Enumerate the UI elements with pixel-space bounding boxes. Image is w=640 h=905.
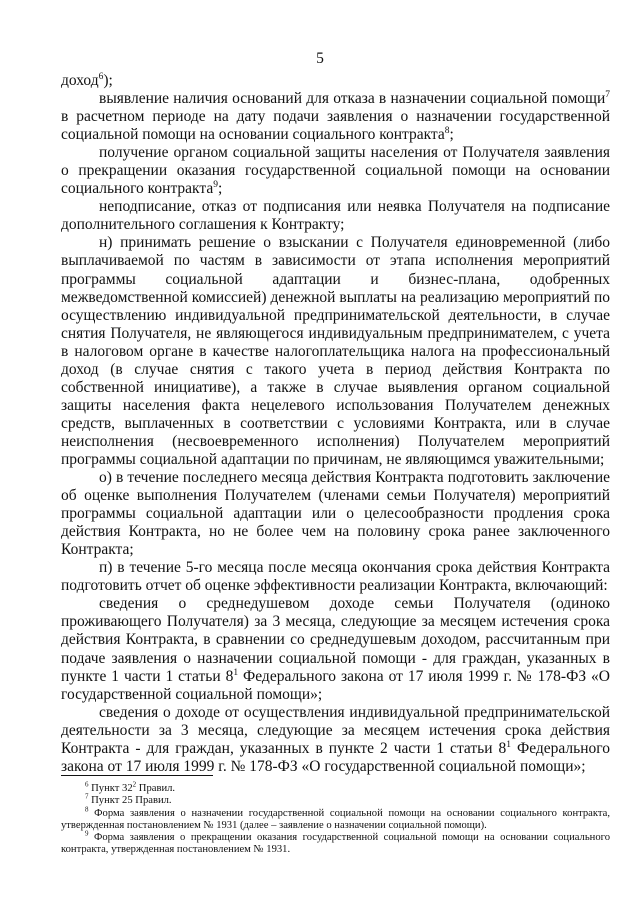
text-run: неподписание, отказ от подписания или неявка Получателя на подписание дополнительного соглашения к Контракту;	[61, 198, 610, 234]
paragraph-p0	[61, 72, 610, 90]
footnote-ref: 9	[85, 829, 89, 838]
paragraph-p1	[61, 90, 610, 144]
paragraph-p6	[61, 559, 610, 595]
footnote-separator	[61, 775, 213, 776]
text-run: выявление наличия оснований для отказа в назначении социальной помощи	[99, 90, 606, 108]
text-run: Форма заявления о назначении государственной социальной помощи на основании социального контракта, утвержденная постановлением № 1931 (далее – заявление о назначении социальной помощи).	[61, 807, 610, 831]
text-run: Пункт 25 Правил.	[88, 795, 172, 807]
footnote-ref: 7	[85, 792, 89, 801]
footnote-ref: 6	[85, 780, 89, 789]
footnotes	[61, 780, 610, 857]
text-run: Федерального закона от 17 июля 1999 г. № 178-ФЗ «О государственной социальной помощи»;	[61, 739, 610, 775]
footnote-fn8	[61, 805, 610, 833]
footnote-ref: 1	[506, 739, 511, 750]
text-run: сведения о доходе от осуществления индивидуальной предпринимательской деятельности за 3 месяца, следующие за месяцем истечения срока действия Контракта - для граждан, указанных в пункте 2 части 1 статьи 8	[61, 703, 610, 757]
paragraph-p5	[61, 469, 610, 559]
footnote-fn6	[61, 780, 610, 795]
text-run: ;	[217, 180, 223, 198]
footnote-fn9	[61, 829, 610, 857]
text-run: );	[103, 72, 113, 89]
footnote-ref: 6	[98, 71, 104, 82]
page-number: 5	[316, 50, 324, 67]
text-run: в расчетном периоде на дату подачи заявления о назначении государственной социальной помощи на основании социального контракта	[61, 108, 610, 144]
paragraph-p7	[61, 595, 610, 703]
text-run: доход	[61, 72, 99, 89]
footnote-ref: 7	[605, 89, 610, 100]
paragraph-p4	[61, 234, 610, 469]
text-run: Правил.	[136, 783, 176, 794]
footnote-ref: 8	[85, 805, 89, 814]
text-run: ;	[449, 126, 454, 144]
text-run: н) принимать решение о взыскании с Получателя единовременной (либо выплачиваемой по частям в зависимости от этапа исполнения мероприятий программы социальной адаптации и бизнес-плана, одобренных межведомственной комиссией) денежной выплаты на реализацию мероприятий по осуществлению индивидуальной предпринимательской деятельности, в случае снятия Получателя, не являющегося индивидуальным предпринимателем, с учета в налоговом органе в качестве налогоплательщика налога на профессиональный доход (в случае снятия с такого учета в период действия Контракта по собственной инициативе), а также в случае выявления органом социальной защиты населения факта нецелевого использования Получателем денежных средств, выплаченных в соответствии с условиями Контракта, или в случае неисполнения (несвоевременного исполнения) Получателем мероприятий программы социальной адаптации по причинам, не являющимся уважительными;	[61, 234, 610, 468]
footnote-ref: 8	[444, 125, 450, 136]
footnote-ref: 1	[233, 667, 239, 678]
text-run: сведения о среднедушевом доходе семьи Получателя (одиноко проживающего Получателя) за 3 месяца, следующие за месяцем истечения срока действия Контракта, в сравнении со среднедушевым доходом, рассчитанным при подаче заявления о назначении социальной помощи - для граждан, указанных в пункте 1 части 1 статьи 8	[61, 595, 610, 685]
text-run: Форма заявления о прекращении оказания государственной социальной помощи на основании социального контракта, утвержденная постановлением № 1931.	[61, 832, 610, 856]
text-run: о) в течение последнего месяца действия Контракта подготовить заключение об оценке выполнения Получателем (членами семьи Получателя) мероприятий программы социальной адаптации или о целесообразности продления срока действия Контракта, но не более чем на половину срока ранее заключенного Контракта;	[61, 469, 610, 559]
paragraph-p8	[61, 704, 610, 776]
text-run: п) в течение 5-го месяца после месяца окончания срока действия Контракта подготовить отчет об оценке эффективности реализации Контракта, включающий:	[61, 559, 610, 595]
footnote-ref: 9	[213, 180, 218, 191]
footnote-fn7	[61, 792, 610, 807]
text-run: Федерального закона от 17 июля 1999 г. № 178-ФЗ «О государственной социальной помощи»;	[61, 667, 610, 703]
text-run: получение органом социальной защиты населения от Получателя заявления о прекращении оказания государственной социальной помощи на основании социального контракта	[61, 144, 610, 198]
paragraph-p2	[61, 144, 610, 198]
paragraph-p3	[61, 198, 610, 234]
text-run: Пункт 32	[88, 783, 133, 794]
footnote-ref: 2	[132, 780, 137, 789]
body-text	[61, 72, 610, 776]
